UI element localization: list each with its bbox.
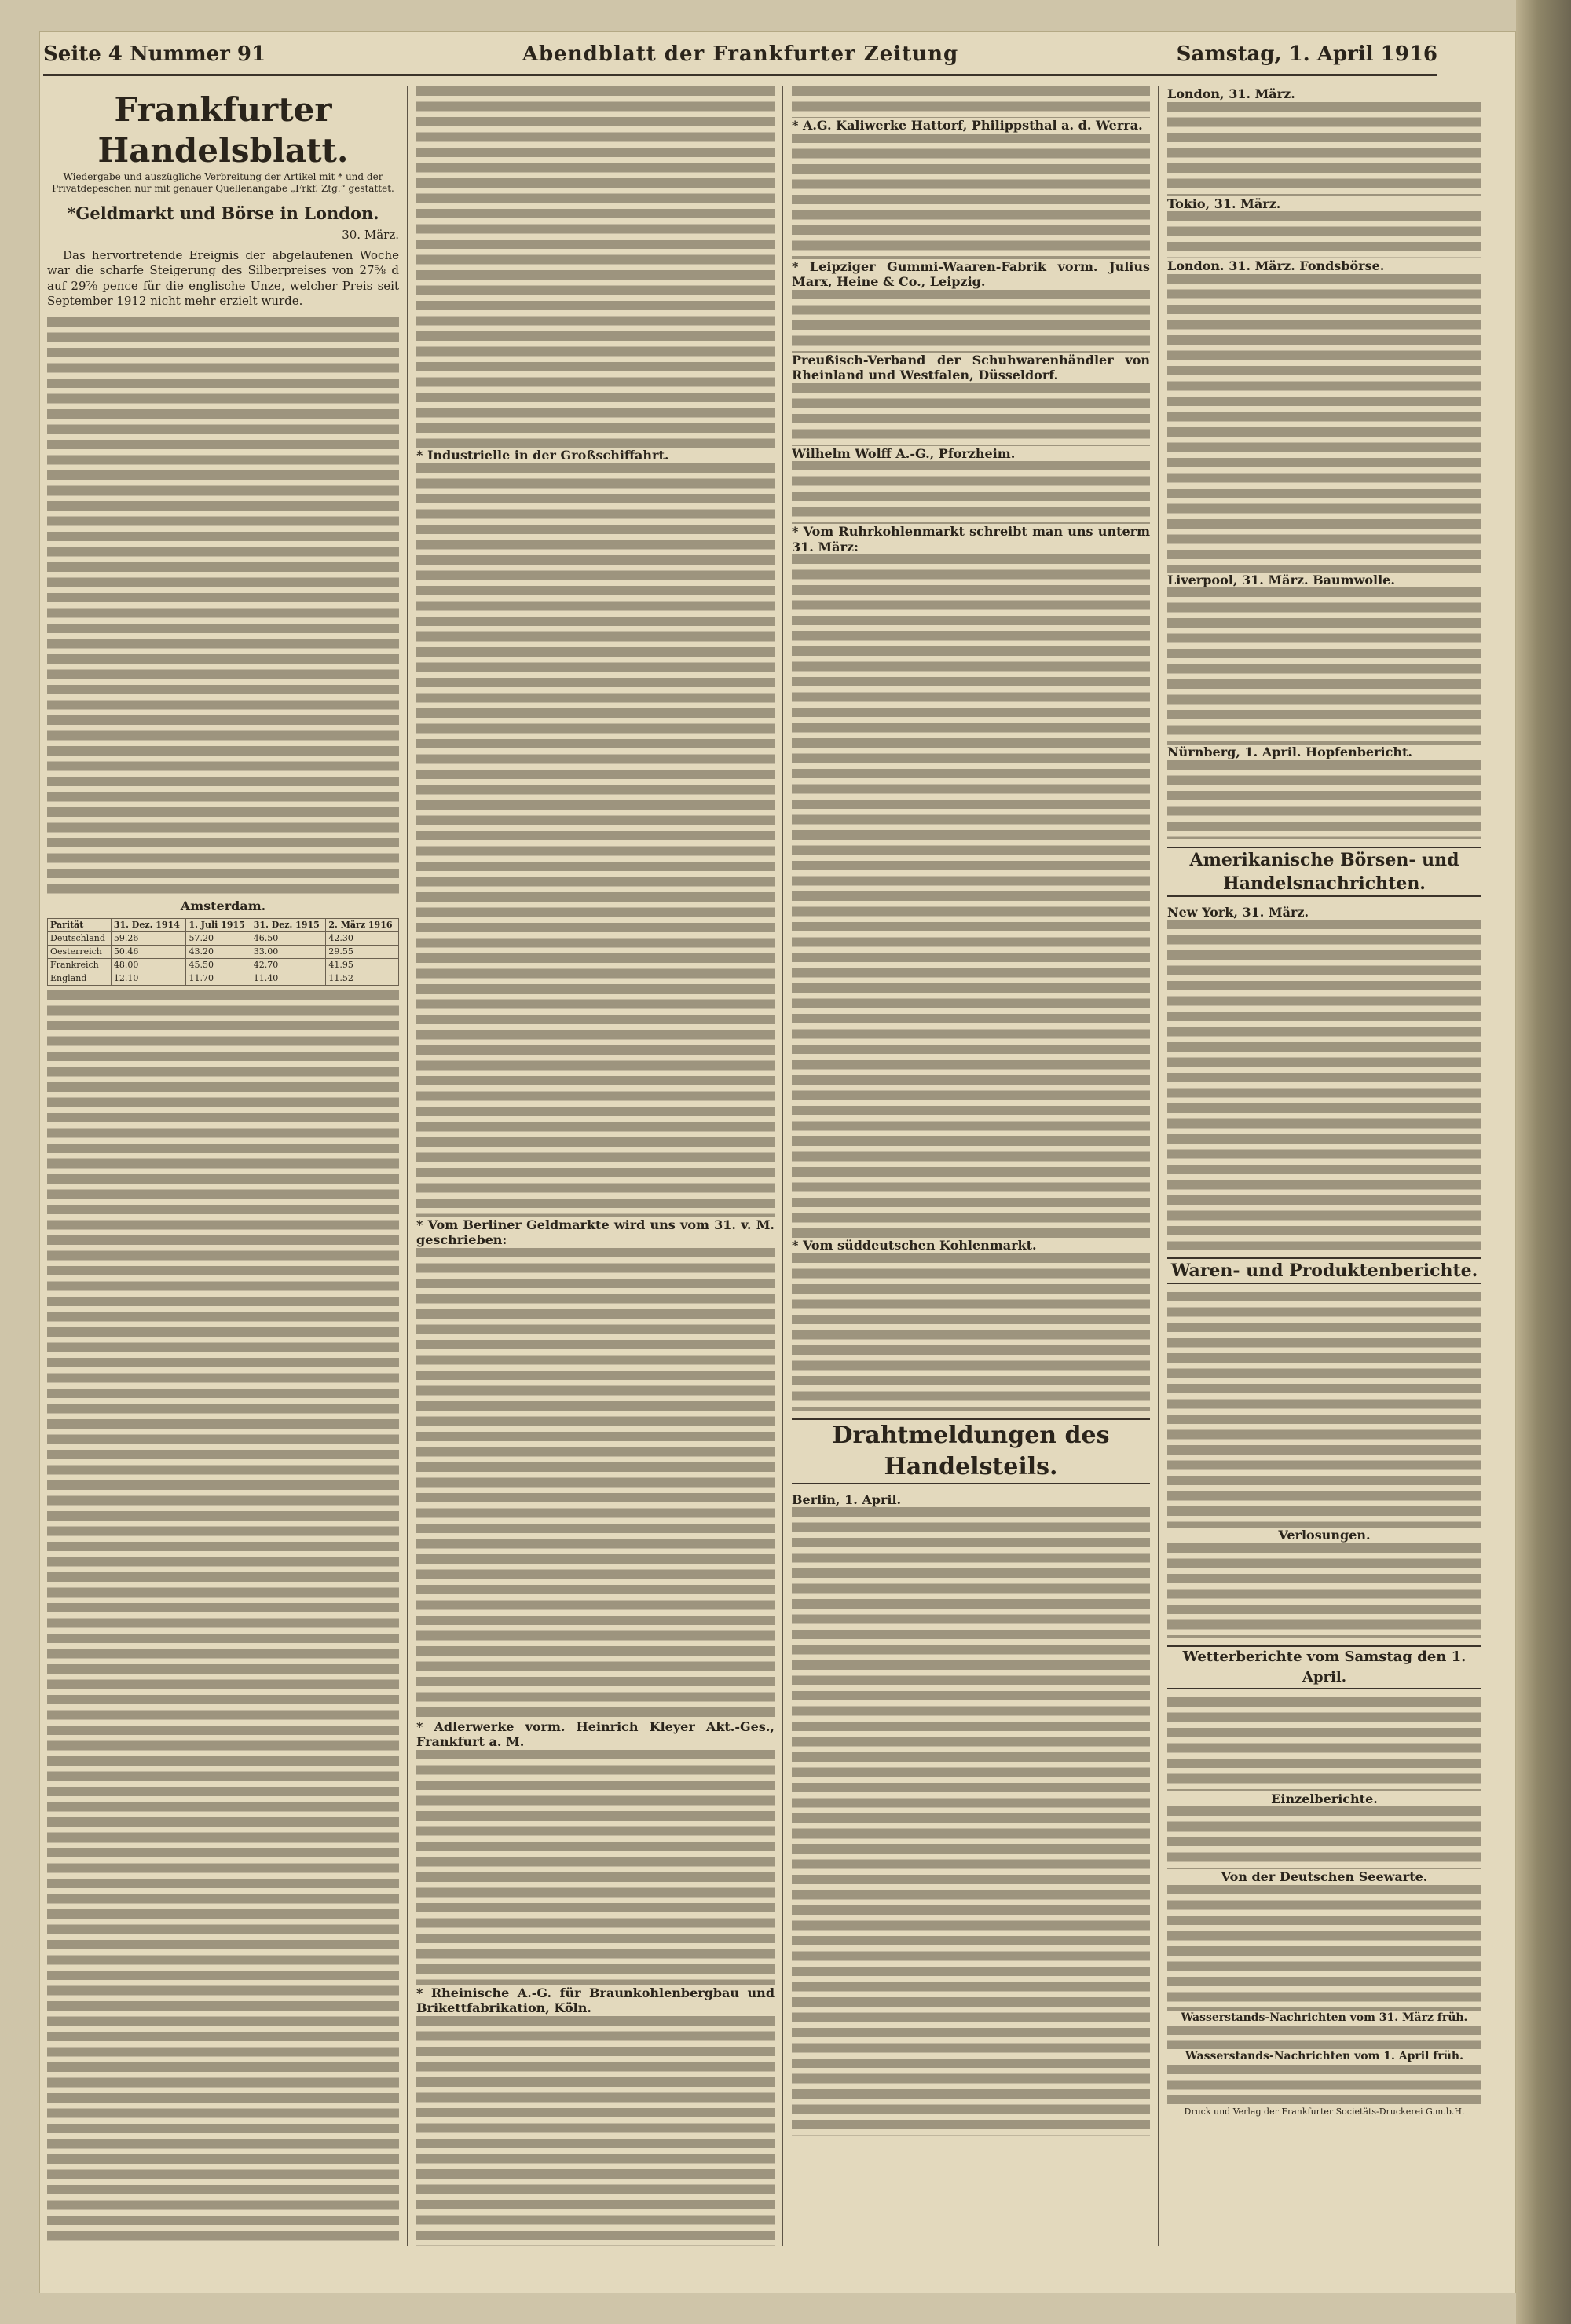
section-heading: Waren- und Produktenberichte. [1167, 1257, 1481, 1284]
table-header: 2. März 1916 [326, 919, 399, 932]
article-heading: * Leipziger Gummi-Waaren-Fabrik vorm. Julius Marx, Heine & Co., Leipzig. [792, 258, 1150, 289]
article-lead: Das hervortretende Ereignis der abgelaufenen Woche war die scharfe Steigerung des Silberpreises von 27⅝ d auf 29⅞ pence für die englische Unze, welcher Preis seit September 1912 nicht mehr erzielt wurde. [47, 247, 399, 308]
column-rule [1158, 86, 1159, 2246]
section-heading: Amerikanische Börsen- und Handelsnachrichten. [1167, 847, 1481, 897]
table-row: Frankreich 48.00 45.50 42.70 41.95 [48, 959, 399, 972]
dateline: 30. März. [342, 228, 399, 242]
section-heading: Drahtmeldungen des Handelsteils. [792, 1418, 1150, 1484]
article-heading: * Adlerwerke vorm. Heinrich Kleyer Akt.-Ges., Frankfurt a. M. [416, 1718, 775, 1749]
article-text [416, 1750, 775, 1985]
article-heading: * Industrielle in der Großschiffahrt. [416, 448, 669, 463]
column-4 [1167, 86, 1481, 2246]
table-header: 1. Juli 1915 [186, 919, 251, 932]
article-heading: Nürnberg, 1. April. Hopfenbericht. [1167, 745, 1412, 759]
article-text [792, 383, 1150, 446]
article-text [416, 2016, 775, 2247]
article-text [792, 1507, 1150, 2136]
table-header: Parität [48, 919, 112, 932]
article-text [416, 463, 775, 1217]
article-text [1167, 1292, 1481, 1528]
price-table [1167, 274, 1481, 573]
issue-date: Samstag, 1. April 1916 [1176, 42, 1437, 66]
article-text [1167, 2065, 1481, 2104]
article-heading: London. 31. März. Fondsbörse. [1167, 258, 1385, 273]
article-text [416, 1248, 775, 1719]
masthead-subtitle: Wiedergabe und auszügliche Verbreitung der Artikel mit * und der Privatdepeschen nur mit genauer Quellenangabe „Frkf. Ztg.“ gestattet. [52, 171, 394, 194]
article-heading: * A.G. Kaliwerke Hattorf, Philippsthal a. d. Werra. [792, 118, 1143, 133]
article-text [1167, 1543, 1481, 1638]
article-text [792, 554, 1150, 1238]
article-heading: Tokio, 31. März. [1167, 196, 1281, 211]
article-text [416, 86, 775, 448]
article-text [1167, 920, 1481, 1250]
article-text [1167, 2026, 1481, 2049]
article-heading: Wasserstands-Nachrichten vom 1. April früh. [1185, 2050, 1463, 2062]
article-heading: Berlin, 1. April. [792, 1491, 902, 1507]
column-2 [416, 86, 775, 2246]
column-rule [782, 86, 783, 2246]
section-heading: *Geldmarkt und Börse in London. [67, 203, 379, 223]
column-rule [407, 86, 408, 2246]
column-1 [47, 86, 399, 2246]
article-text [792, 86, 1150, 118]
book-binding-edge [1516, 0, 1571, 2324]
column-3 [792, 86, 1150, 2246]
article-heading: Von der Deutschen Seewarte. [1221, 1869, 1428, 1884]
newspaper-title: Abendblatt der Frankfurter Zeitung [522, 42, 959, 66]
article-text [792, 1253, 1150, 1411]
article-heading: Verlosungen. [1278, 1528, 1371, 1543]
weather-table [1167, 1885, 1481, 2011]
article-heading: New York, 31. März. [1167, 904, 1309, 920]
article-heading: * Rheinische A.-G. für Braunkohlenbergbau und Brikettfabrikation, Köln. [416, 1985, 775, 2015]
price-table [1167, 587, 1481, 745]
article-text [1167, 102, 1481, 196]
section-heading: Wetterberichte vom Samstag den 1. April. [1167, 1645, 1481, 1689]
table-row: Deutschland 59.26 57.20 46.50 42.30 [48, 932, 399, 946]
article-text [47, 990, 399, 2246]
article-text [1167, 211, 1481, 258]
article-text [1167, 1697, 1481, 1791]
page-number: Seite 4 Nummer 91 [43, 42, 266, 66]
article-heading: Wasserstands-Nachrichten vom 31. März früh. [1181, 2011, 1468, 2024]
article-heading: Preußisch-Verband der Schuhwarenhändler von Rheinland und Westfalen, Düsseldorf. [792, 352, 1150, 382]
table-header: 31. Dez. 1914 [111, 919, 186, 932]
table-row: England 12.10 11.70 11.40 11.52 [48, 972, 399, 986]
article-heading: * Vom Berliner Geldmarkte wird uns vom 31. v. M. geschrieben: [416, 1217, 775, 1247]
article-text [1167, 760, 1481, 839]
article-text [47, 317, 399, 898]
article-heading: Wilhelm Wolff A.-G., Pforzheim. [792, 445, 1016, 461]
table-row: Oesterreich 50.46 43.20 33.00 29.55 [48, 946, 399, 959]
article-heading: * Vom süddeutschen Kohlenmarkt. [792, 1238, 1037, 1253]
article-heading: London, 31. März. [1167, 86, 1295, 101]
table-header: 31. Dez. 1915 [251, 919, 326, 932]
masthead-title: Frankfurter Handelsblatt. [97, 90, 349, 170]
article-heading: Einzelberichte. [1271, 1791, 1378, 1806]
article-text [792, 134, 1150, 259]
article-heading: * Vom Ruhrkohlenmarkt schreibt man uns unterm 31. März: [792, 524, 1150, 554]
article-text [792, 461, 1150, 524]
article-heading: Liverpool, 31. März. Baumwolle. [1167, 572, 1395, 587]
imprint: Druck und Verlag der Frankfurter Societäts-Druckerei G.m.b.H. [1184, 2106, 1465, 2117]
weather-table [1167, 1806, 1481, 1869]
exchange-rate-table [47, 918, 399, 986]
table-title: Amsterdam. [180, 898, 266, 913]
page-header [43, 36, 1437, 76]
article-text [792, 290, 1150, 353]
